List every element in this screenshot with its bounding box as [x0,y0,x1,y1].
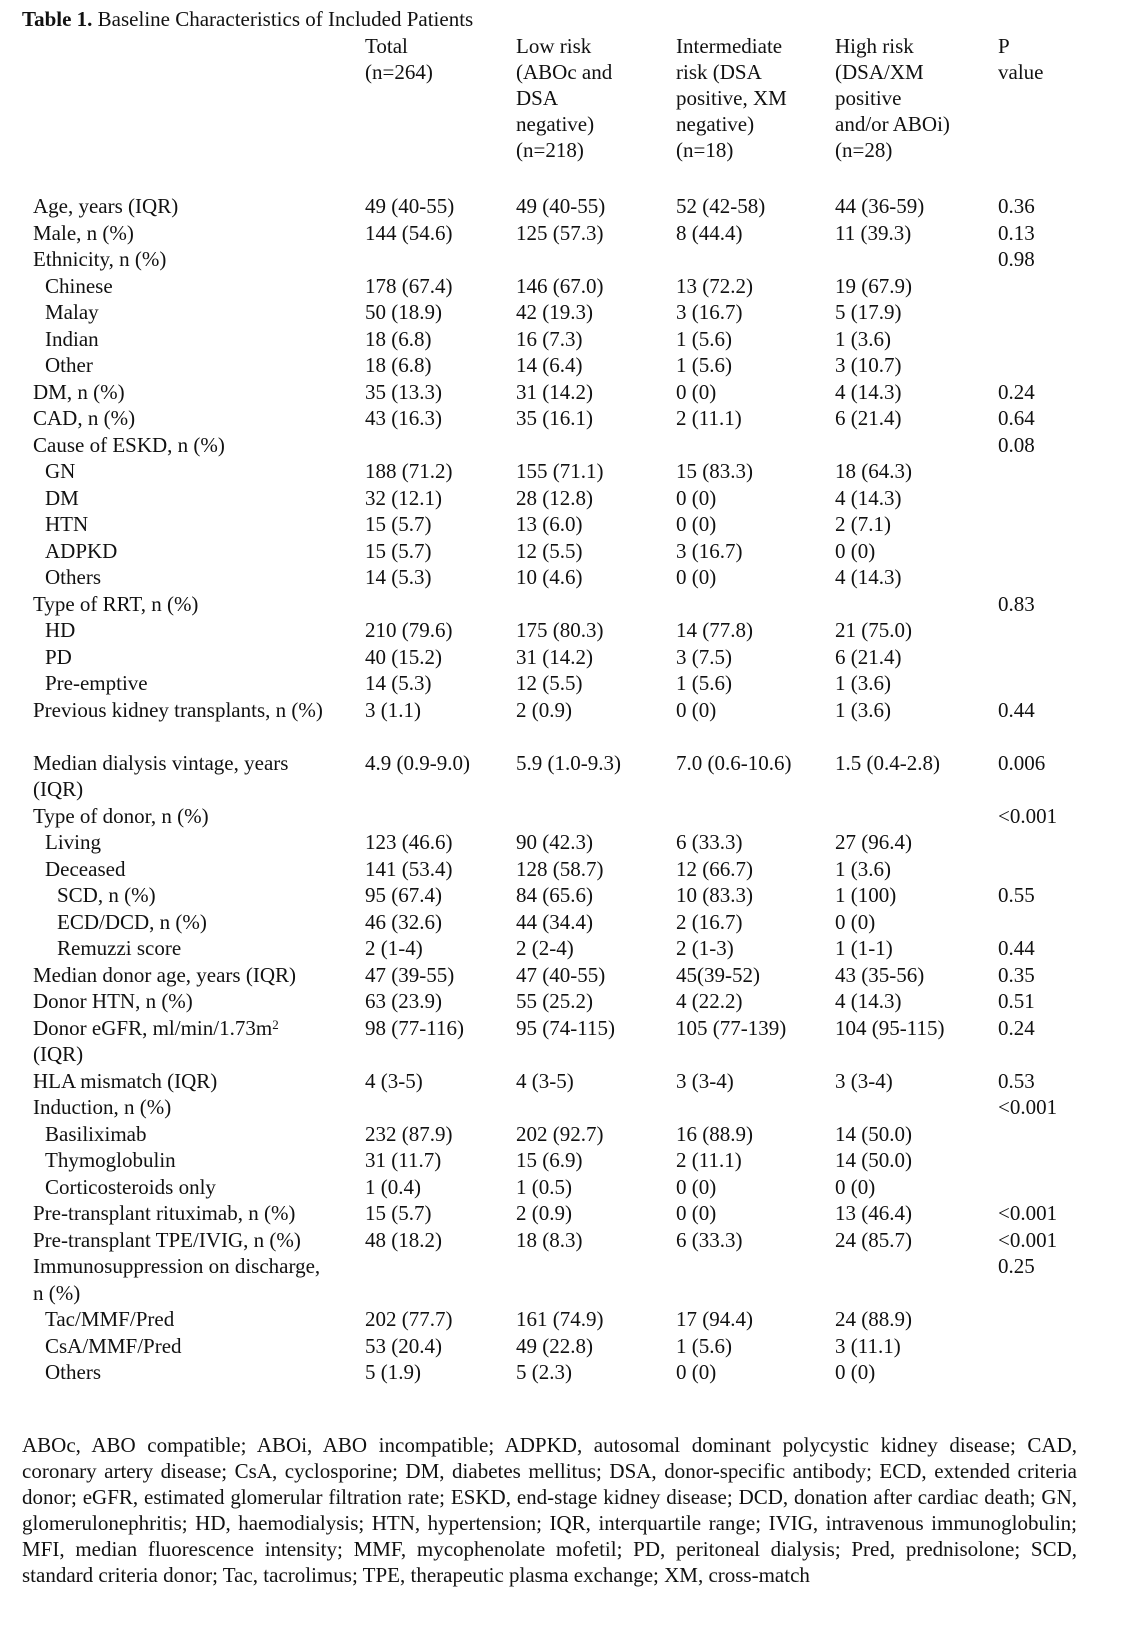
cell-p-value: 0.64 [998,406,1035,430]
table-row [0,962,1122,989]
cell-high-risk: 3 (10.7) [835,353,902,377]
cell-intermediate-risk: 52 (42-58) [676,194,766,218]
cell-high-risk: 1 (3.6) [835,326,891,351]
cell-low-risk: 16 (7.3) [516,326,583,351]
cell-low-risk: 47 (40-55) [516,962,606,987]
header-line: (ABOc and [516,60,613,84]
header-line: P [998,34,1010,58]
cell-low-risk: 161 (74.9) [516,1307,604,1331]
cell-high-risk: 18 (64.3) [835,459,912,483]
cell-intermediate-risk: 2 (16.7) [676,909,743,934]
cell-low-risk: 15 (6.9) [516,1148,583,1172]
cell-high-risk: 0 (0) [835,909,876,934]
cell-p-value: 0.55 [998,883,1035,907]
header-line: and/or ABOi) [835,112,950,136]
cell-low-risk: 28 (12.8) [516,485,593,510]
cell-total: 123 (46.6) [365,830,453,854]
row-label: Ethnicity, n (%) [33,247,167,271]
table-footnote: ABOc, ABO compatible; ABOi, ABO incompatible; ADPKD, autosomal dominant polycystic kidney disease; CAD, coronary artery disease; CsA, cyclosporine; DM, diabetes mellitus; DSA, donor-specific antibody; ECD, extended criteria donor; eGFR, estimated glomerular filtration rate; ESKD, end-stage kidney disease; DCD, donation after cardiac death; GN, glomerulonephritis; HD, haemodialysis; HTN, hypertension; IQR, interquartile range; IVIG, intravenous immunoglobulin; MFI, median fluorescence intensity; MMF, mycophenolate mofetil; PD, peritoneal dialysis; Pred, prednisolone; SCD, standard criteria donor; Tac, tacrolimus; TPE, therapeutic plasma exchange; XM, cross-match [22,1433,1077,1587]
cell-total: 14 (5.3) [365,671,432,695]
table-row [0,299,1122,326]
cell-high-risk: 21 (75.0) [835,618,912,642]
row-label: HLA mismatch (IQR) [33,1068,218,1093]
cell-high-risk: 4 (14.3) [835,379,902,404]
table-row [0,988,1122,1015]
table-row [0,538,1122,565]
table-row [0,803,1122,830]
cell-high-risk: 3 (11.1) [835,1333,901,1358]
cell-intermediate-risk: 2 (11.1) [676,1148,742,1172]
cell-low-risk: 18 (8.3) [516,1227,583,1252]
cell-intermediate-risk: 4 (22.2) [676,989,743,1013]
row-label: Induction, n (%) [33,1095,172,1119]
cell-total: 15 (5.7) [365,538,432,563]
cell-intermediate-risk: 0 (0) [676,565,717,589]
header-line: negative) [516,112,595,136]
cell-total: 4.9 (0.9-9.0) [365,750,470,775]
table-row [0,193,1122,220]
cell-intermediate-risk: 1 (5.6) [676,1333,732,1358]
table-row [0,829,1122,856]
row-label: Others [45,565,101,589]
row-label: Median donor age, years (IQR) [33,962,296,987]
cell-total: 202 (77.7) [365,1307,453,1331]
cell-low-risk: 55 (25.2) [516,989,593,1013]
row-label: HTN [45,512,89,536]
row-label: Pre-transplant rituximab, n (%) [33,1201,296,1225]
header-line: positive, XM [676,86,787,110]
cell-p-value: 0.35 [998,962,1035,987]
cell-low-risk: 128 (58.7) [516,856,604,881]
cell-high-risk: 3 (3-4) [835,1068,893,1093]
cell-total: 15 (5.7) [365,1201,432,1225]
cell-intermediate-risk: 13 (72.2) [676,273,753,298]
table-row [0,644,1122,671]
cell-intermediate-risk: 10 (83.3) [676,883,753,907]
cell-low-risk: 95 (74-115) [516,1015,615,1040]
cell-high-risk: 2 (7.1) [835,512,891,536]
cell-intermediate-risk: 15 (83.3) [676,459,753,483]
header-line: negative) [676,112,755,136]
cell-high-risk: 1.5 (0.4-2.8) [835,750,940,775]
cell-total: 46 (32.6) [365,909,442,934]
row-label: Donor HTN, n (%) [33,989,193,1013]
header-p-value [998,33,1043,85]
superscript: 2 [272,1016,279,1032]
cell-high-risk: 4 (14.3) [835,485,902,510]
row-label: DM, n (%) [33,379,125,404]
cell-low-risk: 31 (14.2) [516,644,593,669]
cell-intermediate-risk: 1 (5.6) [676,353,732,377]
cell-total: 49 (40-55) [365,194,455,218]
cell-p-value: 0.25 [998,1254,1035,1278]
cell-low-risk: 44 (34.4) [516,909,593,934]
cell-intermediate-risk: 6 (33.3) [676,1227,743,1252]
row-label: Pre-transplant TPE/IVIG, n (%) [33,1227,301,1252]
table-row [0,1068,1122,1095]
header-line: Intermediate [676,34,783,58]
header-line: (DSA/XM [835,60,924,84]
header-line: (n=28) [835,138,893,162]
table-row [0,617,1122,644]
cell-intermediate-risk: 0 (0) [676,697,717,722]
cell-high-risk: 6 (21.4) [835,644,902,669]
cell-total: 43 (16.3) [365,406,442,430]
cell-p-value: 0.24 [998,1015,1035,1040]
cell-total: 63 (23.9) [365,989,442,1013]
cell-low-risk: 12 (5.5) [516,671,583,695]
cell-low-risk: 146 (67.0) [516,273,604,298]
cell-total: 178 (67.4) [365,273,453,298]
cell-low-risk: 175 (80.3) [516,618,604,642]
cell-high-risk: 14 (50.0) [835,1148,912,1172]
cell-high-risk: 0 (0) [835,538,876,563]
row-label: Deceased [45,856,126,881]
cell-high-risk: 104 (95-115) [835,1015,945,1040]
cell-p-value: <0.001 [998,803,1058,828]
row-label: Indian [45,326,99,351]
cell-intermediate-risk: 45(39-52) [676,962,760,987]
table-row [0,379,1122,406]
row-label: Cause of ESKD, n (%) [33,432,225,457]
cell-low-risk: 125 (57.3) [516,220,604,245]
cell-high-risk: 4 (14.3) [835,565,902,589]
cell-p-value: 0.44 [998,936,1035,960]
table-body [0,193,1122,1386]
cell-intermediate-risk: 16 (88.9) [676,1121,753,1146]
header-total [365,33,433,85]
row-label: Others [45,1360,101,1384]
cell-intermediate-risk: 12 (66.7) [676,856,753,881]
header-line: risk (DSA [676,60,762,84]
table-row [0,1333,1122,1360]
cell-low-risk: 12 (5.5) [516,538,583,563]
row-label: ECD/DCD, n (%) [57,909,207,934]
cell-low-risk: 1 (0.5) [516,1174,572,1199]
cell-intermediate-risk: 2 (11.1) [676,406,742,430]
cell-intermediate-risk: 6 (33.3) [676,830,743,854]
cell-high-risk: 19 (67.9) [835,273,912,298]
cell-p-value: 0.83 [998,591,1035,616]
cell-p-value: <0.001 [998,1227,1058,1252]
row-label: CAD, n (%) [33,406,136,430]
table-row [0,935,1122,962]
row-label: CsA/MMF/Pred [45,1333,182,1358]
cell-low-risk: 13 (6.0) [516,512,583,536]
cell-total: 5 (1.9) [365,1360,421,1384]
cell-low-risk: 2 (0.9) [516,697,572,722]
cell-total: 40 (15.2) [365,644,442,669]
header-intermediate-risk [676,33,787,163]
cell-high-risk: 43 (35-56) [835,962,925,987]
cell-high-risk: 13 (46.4) [835,1201,912,1225]
table-row [0,1174,1122,1201]
table-title: Baseline Characteristics of Included Patients [97,7,474,31]
cell-p-value: 0.24 [998,379,1035,404]
table-row [0,1227,1122,1254]
cell-total: 48 (18.2) [365,1227,442,1252]
row-label: Tac/MMF/Pred [45,1307,175,1331]
row-label: ADPKD [45,538,118,563]
row-label: Living [45,830,101,854]
table-row [0,511,1122,538]
cell-total: 141 (53.4) [365,856,453,881]
table-row [0,1147,1122,1174]
row-label: Median dialysis vintage, years (IQR) [33,750,289,801]
cell-low-risk: 49 (22.8) [516,1333,593,1358]
cell-total: 14 (5.3) [365,565,432,589]
cell-high-risk: 27 (96.4) [835,830,912,854]
cell-intermediate-risk: 1 (5.6) [676,671,732,695]
row-label: Donor eGFR, $ml/\min/1.73m^2$ (IQR) [33,1015,279,1066]
cell-low-risk: 10 (4.6) [516,565,583,589]
table-row [0,432,1122,459]
cell-low-risk: 5 (2.3) [516,1360,572,1384]
header-line: Low risk [516,34,592,58]
row-label: Immunosuppression on discharge, n (%) [33,1254,321,1305]
cell-p-value: 0.44 [998,697,1035,722]
table-row [0,882,1122,909]
cell-low-risk: 2 (2-4) [516,936,574,960]
cell-low-risk: 2 (0.9) [516,1201,572,1225]
row-label: Malay [45,300,99,324]
cell-high-risk: 14 (50.0) [835,1121,912,1146]
row-label: GN [45,459,76,483]
cell-p-value: <0.001 [998,1201,1058,1225]
row-label: Thymoglobulin [45,1148,176,1172]
table-row [0,1121,1122,1148]
row-label: Corticosteroids only [45,1174,216,1199]
header-line: (n=264) [365,60,433,84]
table-row [0,273,1122,300]
header-low-risk [516,33,612,163]
cell-high-risk: 24 (85.7) [835,1227,912,1252]
cell-high-risk: 1 (3.6) [835,697,891,722]
cell-intermediate-risk: 3 (3-4) [676,1068,734,1093]
table-number: Table 1. [22,7,93,31]
cell-low-risk: 5.9 (1.0-9.3) [516,750,621,775]
table-row [0,405,1122,432]
table-row [0,856,1122,883]
cell-intermediate-risk: 0 (0) [676,379,717,404]
cell-high-risk: 1 (3.6) [835,671,891,695]
cell-intermediate-risk: 0 (0) [676,1360,717,1384]
header-line: Total [365,34,408,58]
row-label: Chinese [45,273,113,298]
cell-high-risk: 0 (0) [835,1174,876,1199]
cell-p-value: 0.53 [998,1068,1035,1093]
row-label: Previous kidney transplants, n (%) [33,697,323,722]
cell-low-risk: 35 (16.1) [516,406,593,430]
cell-high-risk: 11 (39.3) [835,220,912,245]
row-label: Pre-emptive [45,671,148,695]
cell-total: 4 (3-5) [365,1068,423,1093]
cell-high-risk: 6 (21.4) [835,406,902,430]
cell-total: 2 (1-4) [365,936,423,960]
row-label: Other [45,353,93,377]
table-row [0,1200,1122,1227]
cell-total: 1 (0.4) [365,1174,421,1199]
cell-total: 95 (67.4) [365,883,442,907]
cell-high-risk: 1 (100) [835,883,897,907]
cell-total: 50 (18.9) [365,300,442,324]
row-label: Type of RRT, n (%) [33,591,199,616]
cell-intermediate-risk: 17 (94.4) [676,1307,753,1331]
table-row [0,750,1122,803]
row-label: Type of donor, n (%) [33,803,209,828]
header-line: (n=18) [676,138,734,162]
cell-intermediate-risk: 0 (0) [676,1174,717,1199]
row-label: Basiliximab [45,1121,147,1146]
cell-low-risk: 4 (3-5) [516,1068,574,1093]
header-line: value [998,60,1044,84]
header-line: High risk [835,34,914,58]
cell-low-risk: 49 (40-55) [516,194,606,218]
table-row [0,1094,1122,1121]
table-row [0,246,1122,273]
row-label: Male, n (%) [33,220,134,245]
cell-total: 3 (1.1) [365,697,421,722]
cell-intermediate-risk: 7.0 (0.6-10.6) [676,750,792,775]
cell-total: 18 (6.8) [365,326,432,351]
cell-total: 15 (5.7) [365,512,432,536]
table-row [0,1015,1122,1068]
cell-intermediate-risk: 3 (7.5) [676,644,732,669]
cell-p-value: 0.006 [998,750,1046,775]
table-row [0,458,1122,485]
cell-low-risk: 155 (71.1) [516,459,604,483]
cell-total: 18 (6.8) [365,353,432,377]
cell-high-risk: 44 (36-59) [835,194,925,218]
cell-low-risk: 90 (42.3) [516,830,593,854]
cell-high-risk: 24 (88.9) [835,1307,912,1331]
cell-total: 53 (20.4) [365,1333,442,1358]
cell-high-risk: 1 (1-1) [835,936,893,960]
header-line: positive [835,86,902,110]
cell-high-risk: 0 (0) [835,1360,876,1384]
cell-total: 210 (79.6) [365,618,453,642]
cell-total: 47 (39-55) [365,962,455,987]
cell-high-risk: 5 (17.9) [835,300,902,324]
cell-low-risk: 84 (65.6) [516,883,593,907]
cell-p-value: 0.51 [998,989,1035,1013]
cell-total: 31 (11.7) [365,1148,442,1172]
cell-high-risk: 4 (14.3) [835,989,902,1013]
cell-intermediate-risk: 105 (77-139) [676,1015,787,1040]
cell-intermediate-risk: 3 (16.7) [676,300,743,324]
cell-low-risk: 42 (19.3) [516,300,593,324]
row-label: Remuzzi score [57,936,182,960]
table-row [0,697,1122,750]
cell-intermediate-risk: 14 (77.8) [676,618,753,642]
row-label: HD [45,618,76,642]
row-label: SCD, n (%) [57,883,156,907]
header-line: (n=218) [516,138,584,162]
cell-p-value: 0.08 [998,432,1035,457]
header-high-risk [835,33,950,163]
cell-intermediate-risk: 0 (0) [676,485,717,510]
row-label: Age, years (IQR) [33,194,179,218]
table-row [0,220,1122,247]
cell-intermediate-risk: 8 (44.4) [676,220,743,245]
cell-high-risk: 1 (3.6) [835,856,891,881]
table-caption [22,6,473,32]
cell-p-value: 0.98 [998,247,1035,271]
cell-low-risk: 31 (14.2) [516,379,593,404]
header-line: DSA [516,86,559,110]
table-row [0,909,1122,936]
cell-intermediate-risk: 0 (0) [676,1201,717,1225]
cell-total: 144 (54.6) [365,220,453,245]
table-row [0,485,1122,512]
cell-low-risk: 202 (92.7) [516,1121,604,1146]
cell-total: 35 (13.3) [365,379,442,404]
table-row [0,564,1122,591]
cell-p-value: 0.36 [998,194,1035,218]
table-row [0,591,1122,618]
table-row [0,1359,1122,1386]
cell-total: 188 (71.2) [365,459,453,483]
cell-p-value: <0.001 [998,1095,1058,1119]
row-label: DM [45,485,79,510]
cell-total: 98 (77-116) [365,1015,464,1040]
cell-intermediate-risk: 3 (16.7) [676,538,743,563]
cell-total: 232 (87.9) [365,1121,453,1146]
cell-total: 32 (12.1) [365,485,442,510]
cell-low-risk: 14 (6.4) [516,353,583,377]
table-row [0,1306,1122,1333]
cell-intermediate-risk: 1 (5.6) [676,326,732,351]
cell-p-value: 0.13 [998,220,1035,245]
table-row [0,1253,1122,1306]
cell-intermediate-risk: 2 (1-3) [676,936,734,960]
table-row [0,670,1122,697]
cell-intermediate-risk: 0 (0) [676,512,717,536]
row-label: PD [45,644,72,669]
table-row [0,352,1122,379]
table-row [0,326,1122,353]
